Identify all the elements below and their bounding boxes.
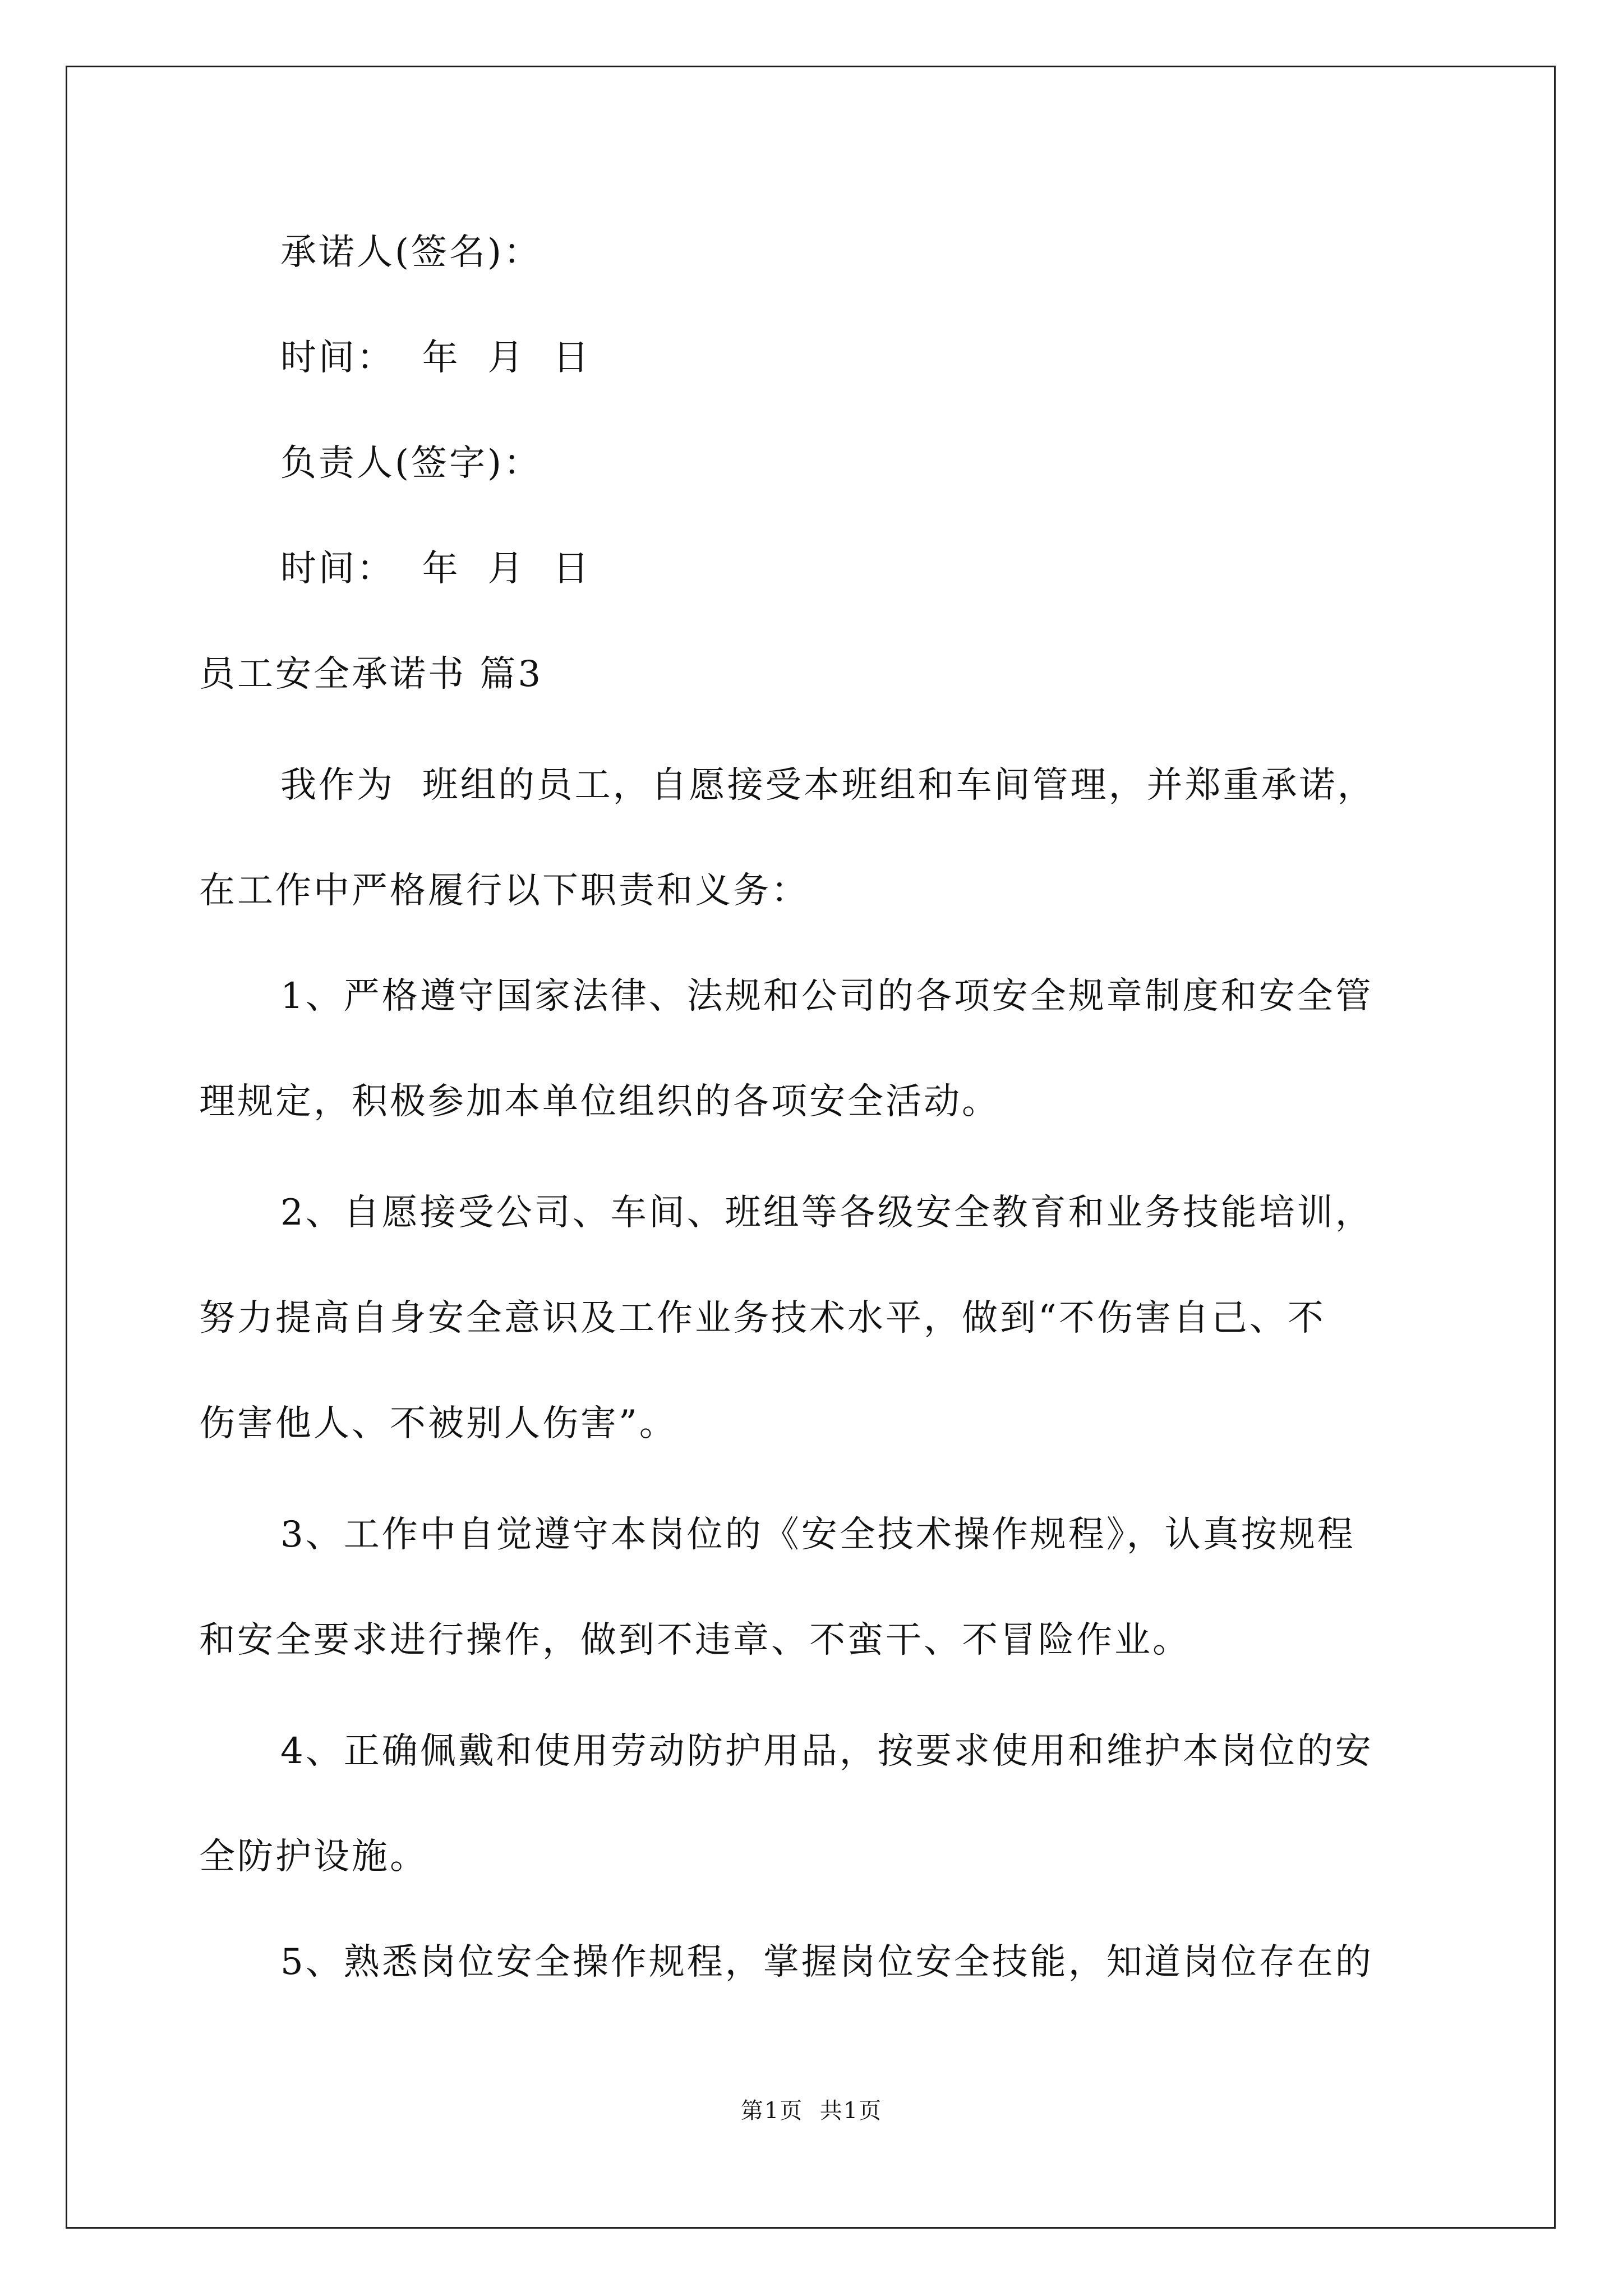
paragraph-line: 我作为 班组的员工，自愿接受本班组和车间管理，并郑重承诺， — [280, 765, 1376, 806]
paragraph-line: 努力提高自身安全意识及工作业务技术水平，做到“不伤害自己、不 — [199, 1297, 1326, 1339]
responsible-person-line: 负责人(签字)： — [280, 443, 542, 484]
date-line-1: 时间： 年 月 日 — [280, 337, 592, 379]
paragraph-line: 全防护设施。 — [199, 1836, 428, 1878]
paragraph-line: 理规定，积极参加本单位组织的各项安全活动。 — [199, 1081, 1000, 1122]
page-border — [66, 66, 1556, 2229]
paragraph-line: 1、严格遵守国家法律、法规和公司的各项安全规章制度和安全管 — [280, 976, 1373, 1017]
paragraph-line: 伤害他人、不被别人伤害”。 — [199, 1403, 677, 1444]
date-line-2: 时间： 年 月 日 — [280, 548, 592, 590]
paragraph-line: 和安全要求进行操作，做到不违章、不蛮干、不冒险作业。 — [199, 1619, 1191, 1661]
paragraph-line: 在工作中严格履行以下职责和义务： — [199, 870, 809, 912]
paragraph-line: 2、自愿接受公司、车间、班组等各级安全教育和业务技能培训， — [280, 1192, 1373, 1234]
paragraph-line: 5、熟悉岗位安全操作规程，掌握岗位安全技能，知道岗位存在的 — [280, 1941, 1373, 1983]
section-heading: 员工安全承诺书 篇3 — [199, 654, 543, 695]
signatory-line: 承诺人(签名)： — [280, 232, 542, 273]
paragraph-line: 3、工作中自觉遵守本岗位的《安全技术操作规程》，认真按规程 — [280, 1514, 1355, 1556]
page-number-footer: 第1页 共1页 — [740, 2098, 883, 2124]
paragraph-line: 4、正确佩戴和使用劳动防护用品，按要求使用和维护本岗位的安 — [280, 1731, 1373, 1772]
